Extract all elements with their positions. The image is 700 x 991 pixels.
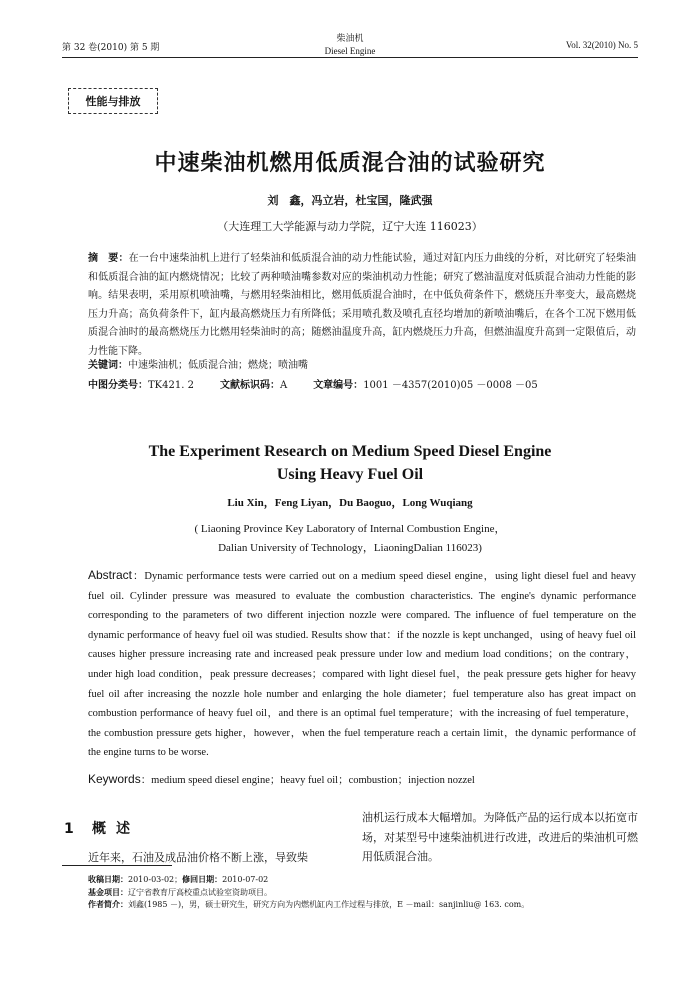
footnote-rule [62,865,172,866]
section-tag: 性能与排放 [68,88,158,114]
abstract-en-label: Abstract [88,568,133,582]
abstract-en [88,566,636,763]
authors-en: Liu Xin，Feng Liyan，Du Baoguo，Long Wuqiang [227,497,473,509]
abstract-cn [88,250,636,362]
received-label: 收稿日期： [88,875,128,884]
keywords-en-text: ：medium speed diesel engine；heavy fuel oil；combustion；injection nozzel [140,775,475,786]
paper-title-en-line1: The Experiment Research on Medium Speed Diesel Engine [148,443,552,460]
footnote-dates [88,874,648,887]
section-heading [64,818,140,838]
section-number: 1 [64,821,74,837]
authors-cn: 刘 鑫，冯立岩，杜宝国，隆武强 [267,194,433,207]
affiliation-en-line1: ( Liaoning Province Key Laboratory of Internal Combustion Engine， [194,523,506,535]
clc-value: TK421. 2 [148,380,194,391]
footnote-author [88,899,648,912]
affiliation-cn: （大连理工大学能源与动力学院，辽宁大连 116023） [217,220,483,233]
fund-label: 基金项目： [88,887,128,897]
footnote-fund [88,887,648,900]
doc-code-value: A [279,380,288,391]
abstract-cn-text: 在一台中速柴油机上进行了轻柴油和低质混合油的动力性能试验，通过对缸内压力曲线的分析，对比研究了轻柴油和低质混合油的缸内燃烧情况；比较了两种喷油嘴参数对应的柴油机动力性能；研究了燃油温度对低质混合油动力性能的影响。结果表明，采用原机喷油嘴，与燃用轻柴油相比，燃用低质混合油时，在中低负荷条件下，燃烧压升率变大，最高燃烧压力升高；高负荷条件下，缸内最高燃烧压力有所降低；采用喷孔数及喷孔直径均增加的新喷油嘴后，在各个工况下燃用低质混合油时的最高燃烧压力比燃用轻柴油时的高；随燃油温度升高，缸内燃烧压力升高，但燃油温度升高到一定限值后，动力性能下降。 [88,253,637,357]
received-date: 2010-03-02； [128,875,183,884]
keywords-cn-text: 中速柴油机；低质混合油；燃烧；喷油嘴 [128,360,308,371]
journal-name-en: Diesel Engine [324,46,376,56]
keywords-en-label: Keywords [88,772,141,786]
revised-label: 修回日期： [182,875,223,884]
revised-date: 2010-07-02 [222,875,269,884]
affiliation-en-line2: Dalian University of Technology，LiaoningDalian 116023) [218,542,482,554]
body-text-right-column: 油机运行成本大幅增加。为降低产品的运行成本以拓宽市场，对某型号中速柴油机进行改进，改进后的柴油机可燃用低质混合油。 [362,811,638,863]
journal-volume-issue: 第 32 卷(2010) 第 5 期 [62,43,160,53]
body-text-left-column: 近年来，石油及成品油价格不断上涨，导致柴 [88,851,308,864]
author-bio-label: 作者简介： [88,900,128,909]
header-rule [62,57,638,58]
fund-value: 辽宁省教育厅高校重点试验室资助项目。 [128,887,272,897]
affiliation-en [0,520,700,558]
journal-volume-en: Vol. 32(2010) No. 5 [565,40,638,50]
footnotes [88,874,648,912]
paper-title-en [0,440,700,486]
paper-title-cn: 中速柴油机燃用低质混合油的试验研究 [154,151,546,176]
classification-line [88,376,636,391]
article-number-label: 文章编号： [313,380,364,391]
clc-label: 中图分类号： [88,380,148,391]
journal-name-cn: 柴油机 [336,34,364,44]
article-number-value: 1001 －4357(2010)05 －0008 －05 [363,380,538,391]
abstract-cn-label: 摘 要： [88,253,129,264]
keywords-en [88,772,636,787]
author-bio-value: 刘鑫(1985 －)，男，硕士研究生，研究方向为内燃机缸内工作过程与排放，E －mail：sanjinliu@ 163. com。 [128,900,530,909]
paper-title-en-line2: Using Heavy Fuel Oil [276,466,424,483]
abstract-en-text: ：Dynamic performance tests were carried out on a medium speed diesel engine，using light diesel fuel and heavy fuel oil. Cylinder pressure was measured to evaluate the combustion characteristics. The engine's dynamic performance corresponding to the parameters of two different injection nozzle were compared. The influence of fuel temperature on the dynamic performance of heavy fuel oil was studied. Results show that：if the nozzle is kept unchanged，using of heavy fuel oil causes higher pressure increasing rate and increased peak pressure under low and medium load conditions；on the contrary，under high load condition，peak pressure decreases；compared with light diesel fuel，the peak pressure gets higher for heavy fuel oil after increasing the nozzle hole number and enlarging the hole diameter；fuel temperature also has great impact on combustion performance of heavy fuel oil，and there is an optimal fuel temperature；with the increasing of fuel temperature，the combustion pressure gets higher，however，when the fuel temperature reach a certain limit，the dynamic performance of the engine turns to be worse. [88,571,636,759]
doc-code-label: 文献标识码： [219,380,280,391]
keywords-cn [88,356,636,371]
keywords-cn-label: 关键词： [88,360,128,371]
section-title: 概述 [92,821,140,837]
